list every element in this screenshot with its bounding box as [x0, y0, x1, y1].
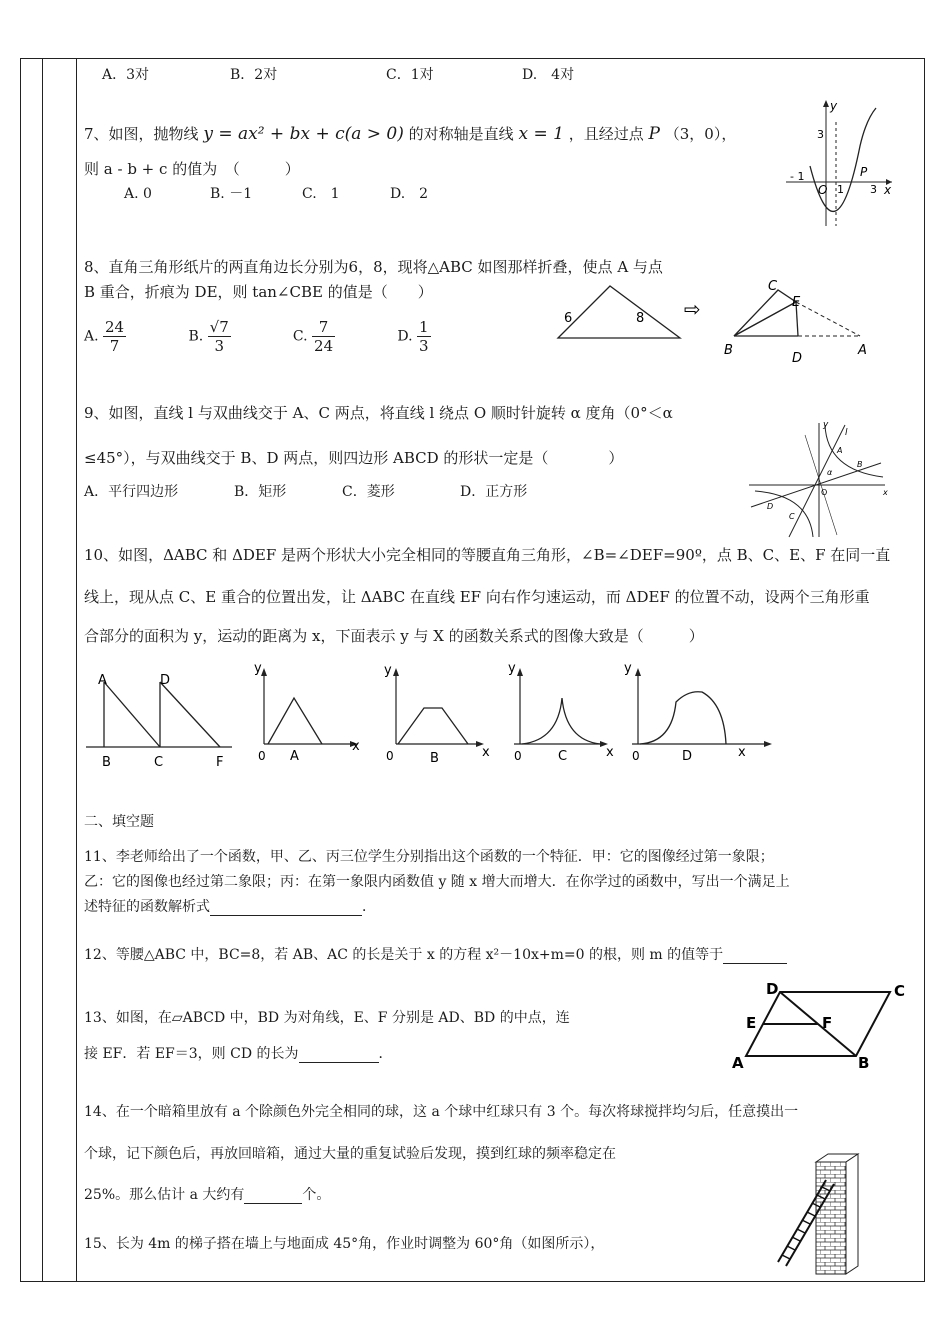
q11-line1: 11、李老师给出了一个函数，甲、乙、丙三位学生分别指出这个函数的一个特征．甲：它的图像经过第一象限； [84, 849, 774, 865]
q10-graph-d-origin: 0 [632, 749, 640, 763]
q10-graph-d [624, 661, 772, 764]
q7-y-label: y [830, 99, 838, 113]
q8-option-c-den: 24 [314, 337, 334, 355]
q10-graph-d-label: D [682, 749, 693, 764]
q8-fold-line [734, 302, 796, 336]
q7-question [84, 124, 736, 144]
q10-graph-d-x-arrow [764, 741, 772, 747]
q13-answer-blank[interactable] [299, 1062, 379, 1063]
margin-column-line-1 [42, 58, 43, 1282]
q8-option-c [293, 318, 393, 355]
q10-graph-d-y-arrow [635, 668, 641, 676]
q15-wall-side [846, 1154, 858, 1274]
q7-option-a: A. 0 [124, 186, 152, 202]
q9-label-c: C [789, 512, 795, 521]
q6-option-d: D. 4对 [522, 67, 575, 83]
q7-option-d: D. 2 [390, 186, 429, 202]
q8-options [84, 318, 477, 355]
q9-label-y: y [823, 420, 829, 430]
q10-figures [84, 662, 784, 772]
q8-option-c-label: C. [292, 328, 308, 345]
q10-label-c: C [154, 755, 164, 770]
q9-hyperbola-graph [745, 415, 895, 540]
q9-line2: ≤45°），与双曲线交于 B、D 两点，则四边形 ABCD 的形状一定是（ ） [84, 449, 624, 467]
q10-graph-c-origin: 0 [514, 749, 522, 763]
q9-option-a: A．平行四边形 [84, 484, 179, 500]
q10-graph-c-y-arrow [517, 668, 523, 676]
q11-line3 [84, 899, 376, 916]
q7-point: P [648, 124, 660, 144]
q10-graph-b [384, 663, 490, 766]
q10-graph-c [508, 661, 614, 764]
q10-graph-b-y: y [384, 663, 392, 678]
q9-label-b: B [857, 460, 863, 469]
q13-line2-end: ． [378, 1046, 393, 1062]
q13-label-a: A [732, 1054, 744, 1072]
q10-graph-a-label: A [290, 749, 299, 764]
q10-line3: 合部分的面积为 y，运动的距离为 x，下面表示 y 与 X 的函数关系式的图像大致是（ ） [84, 627, 704, 645]
q6-option-c: C．1对 [386, 67, 434, 83]
q15-line: 15、长为 4m 的梯子搭在墙上与地面成 45°角，作业时调整为 60°角（如图所示）， [84, 1236, 605, 1252]
q13-line1: 13、如图，在▱ABCD 中，BD 为对角线，E、F 分别是 AD、BD 的中点，连 [84, 1010, 570, 1026]
q14-line3-end: 个。 [302, 1187, 331, 1203]
q8-fold-figure [552, 278, 882, 368]
q9-line1: 9、如图，直线 l 与双曲线交于 A、C 两点，将直线 l 绕点 O 顺时针旋转 α 度角（0°＜α [84, 404, 673, 422]
q8-label-b: B [724, 343, 733, 358]
q6-option-b: B．2对 [230, 67, 278, 83]
q7-tick-3y: 3 [817, 128, 824, 141]
q10-graph-b-curve [398, 708, 468, 744]
q10-label-a: A [98, 673, 107, 688]
q8-label-a: A [858, 343, 867, 358]
q7-y-arrow [823, 100, 829, 107]
q11-line2: 乙：它的图像也经过第二象限；丙：在第一象限内函数值 y 随 x 增大而增大．在你学过的函数中，写出一个满足上 [84, 874, 790, 890]
q10-label-f: F [216, 755, 224, 770]
q13-label-f: F [822, 1014, 833, 1032]
q7-mid: 的对称轴是直线 [408, 125, 514, 143]
q8-line1: 8、直角三角形纸片的两直角边长分别为6，8，现将△ABC 如图那样折叠，使点 A 与点 [84, 258, 663, 276]
q13-label-b: B [858, 1054, 870, 1072]
q13-label-e: E [746, 1014, 757, 1032]
q7-option-b: B. －1 [210, 186, 253, 202]
q8-option-d-den: 3 [419, 337, 429, 355]
q13-label-d: D [766, 980, 779, 998]
q10-graph-b-label: B [430, 751, 439, 766]
q8-option-a-den: 7 [109, 337, 120, 355]
q10-line2: 线上，现从点 C、E 重合的位置出发，让 ΔABC 在直线 EF 向右作匀速运动，而 ΔDEF 的位置不动，设两个三角形重 [84, 588, 870, 606]
q10-graph-c-label: C [558, 749, 568, 764]
q6-option-a: A．3对 [102, 67, 150, 83]
q10-graph-a-curve [268, 698, 322, 744]
q9-option-c: C．菱形 [342, 484, 395, 500]
q10-ac [104, 682, 160, 747]
q10-graph-b-x: x [482, 745, 490, 760]
q9-label-o: O [821, 488, 828, 497]
q7-origin: O [818, 183, 828, 197]
q8-option-d-num: 1 [419, 318, 429, 336]
q13-line2 [84, 1046, 393, 1063]
q12-answer-blank[interactable] [723, 963, 787, 964]
q12-line [84, 947, 787, 964]
q15-wall-front [816, 1162, 846, 1274]
q10-graph-a-origin: 0 [258, 749, 266, 763]
q9-label-l: l [845, 428, 848, 438]
q10-graph-a [254, 661, 360, 764]
q14-line2: 个球，记下颜色后，再放回暗箱，通过大量的重复试验后发现，摸到红球的频率稳定在 [84, 1146, 616, 1162]
q14-answer-blank[interactable] [244, 1203, 302, 1204]
q10-line1: 10、如图，ΔABC 和 ΔDEF 是两个形状大小完全相同的等腰直角三角形，∠B=∠DEF=90º，点 B、C、E、F 在同一直 [84, 546, 891, 564]
q10-graph-a-x: x [352, 739, 360, 754]
section-fill-in-title: 二、填空题 [84, 814, 154, 830]
q9-option-d: D．正方形 [460, 484, 528, 500]
q10-triangles [86, 673, 232, 770]
q9-option-b: B．矩形 [234, 484, 287, 500]
q8-label-c: C [768, 279, 778, 294]
q8-option-b-num: √7 [209, 318, 229, 336]
q7-p-label: P [860, 165, 868, 179]
q8-dashed-hyp [796, 302, 860, 336]
q10-graph-b-y-arrow [393, 668, 399, 676]
q9-hyperbola-q3 [755, 491, 813, 537]
q7-formula: y = ax² + bx + c(a > 0) [203, 124, 404, 144]
q8-label-d: D [792, 351, 803, 366]
q11-line3-end: ． [362, 899, 376, 915]
q7-coords: （3，0）， [664, 125, 737, 143]
q13-label-c: C [894, 982, 906, 1000]
q10-graph-d-y: y [624, 661, 632, 676]
q10-df [160, 682, 220, 747]
q14-line1: 14、在一个暗箱里放有 a 个除颜色外完全相同的球，这 a 个球中红球只有 3 个。每次将球搅拌均匀后，任意摸出一 [84, 1104, 799, 1120]
q7-tick-1: 1 [837, 183, 844, 196]
q15-ladder-wall-figure [770, 1150, 880, 1280]
q10-graph-c-x: x [606, 745, 614, 760]
q12-text: 12、等腰△ABC 中，BC=8，若 AB、AC 的长是关于 x 的方程 x²－10x+m=0 的根，则 m 的值等于 [84, 947, 724, 963]
q8-triangle-left [558, 286, 680, 338]
q14-line3 [84, 1187, 330, 1204]
q8-option-d-label: D. [397, 328, 413, 345]
q8-label-e: E [792, 295, 801, 310]
q8-option-b-label: B. [188, 328, 204, 345]
q14-line3-text: 25%。那么估计 a 大约有 [84, 1187, 245, 1203]
q10-label-d: D [160, 673, 171, 688]
q11-line3-text: 述特征的函数解析式 [84, 899, 210, 915]
q8-arrow: ⇨ [684, 297, 701, 321]
q9-hyperbola-q1 [825, 425, 883, 477]
q8-option-d [397, 318, 477, 355]
q9-label-d: D [767, 502, 774, 511]
q9-label-a: A [837, 446, 843, 455]
q7-tick-neg1: - 1 [790, 170, 805, 183]
q7-axis: x = 1 [518, 124, 564, 144]
q10-graph-d-curve [640, 692, 726, 744]
q9-label-alpha: α [827, 468, 833, 477]
q10-graph-c-y: y [508, 661, 516, 676]
q8-line2: B 重合，折痕为 DE，则 tan∠CBE 的值是（ ） [84, 283, 433, 301]
q7-prefix: 7、如图，抛物线 [84, 125, 199, 143]
q8-option-a [84, 318, 184, 355]
q8-side-6: 6 [564, 311, 573, 326]
q9-label-x: x [883, 488, 888, 497]
q11-answer-blank[interactable] [210, 915, 362, 916]
q8-folded-flap [734, 290, 796, 336]
q10-label-b: B [102, 755, 111, 770]
q8-option-b-den: 3 [214, 337, 224, 355]
margin-column-line-2 [76, 58, 77, 1282]
q8-option-a-num: 24 [105, 318, 125, 336]
q7-mid2: ，且经过点 [568, 125, 644, 143]
q8-option-b [188, 318, 288, 355]
q13-line2-text: 接 EF．若 EF＝3，则 CD 的长为 [84, 1046, 299, 1062]
q8-option-c-num: 7 [312, 318, 335, 337]
q7-option-c: C. 1 [302, 186, 340, 202]
q9-line-l [789, 425, 845, 537]
q7-x-label: x [884, 183, 892, 197]
q10-graph-a-y-arrow [261, 668, 267, 676]
q10-graph-b-origin: 0 [386, 749, 394, 763]
q7-parabola-graph [780, 96, 900, 236]
q13-parallelogram-figure [730, 978, 916, 1074]
q10-graph-d-x: x [738, 745, 746, 760]
q10-graph-a-y: y [254, 661, 262, 676]
q8-side-8: 8 [636, 311, 645, 326]
q10-graph-c-curve [522, 698, 600, 744]
q7-tick-3: 3 [870, 183, 877, 196]
q7-line2: 则 a - b + c 的值为 （ ） [84, 160, 300, 178]
q8-option-a-label: A. [84, 328, 99, 345]
